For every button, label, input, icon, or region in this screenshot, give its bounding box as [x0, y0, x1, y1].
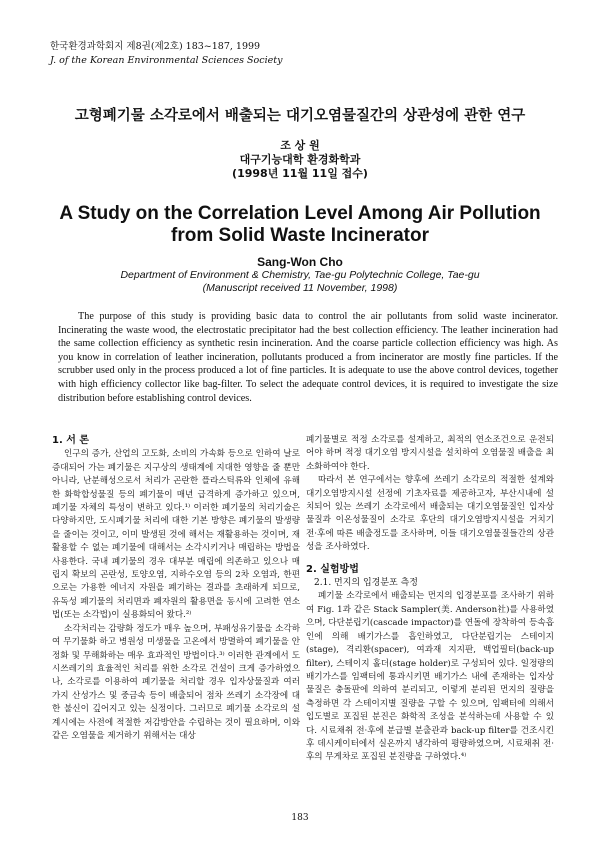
journal-citation-kr: 한국환경과학회지 제8권(제2호) 183~187, 1999 — [50, 41, 261, 52]
page-number: 183 — [291, 813, 309, 823]
journal-name-en: J. of the Korean Environmental Sciences Society — [50, 55, 283, 66]
body-paragraph: 폐기물 소각로에서 배출되는 먼지의 입경분포를 조사하기 위하여 Fig. 1과 같은 Stack Sampler(美. Anderson社)를 사용하였으며, 다단분립기(cascade impactor)를 연돌에 장착하여 등속흡인에 의해 배기가스를 흡인하였고, 다단분립기는 스테이지(stage), 격리환(spacer), 여과재 지지판, 백업필터(back-up filter), 스테이지 홀더(stage holder)로 구성되어 있다. 일정량의 배기가스를 임팩터에 통과시키면 배기가스 내에 존재하는 입자상물질은 충돌판에 의하여 분리되고, 이렇게 분리된 먼지의 질량을 측정하면 각 스테이지별 질량을 구할 수 있으며, 임팩터에 의해서 입도별로 포집된 분진은 화학적 조성을 분석하는데 사용할 수 있다. 시료채취 전·후에 분급별 분출관과 back-up filter를 건조시킨 후 데시케이터에서 실온까지 냉각하여 평량하였으며, 시료채취 전·후의 무게차로 포집된 분진량을 구하였다.⁴⁾ — [306, 591, 554, 763]
author-name-en: Sang-Won Cho — [257, 255, 343, 269]
body-paragraph: 소각처리는 감량화 정도가 매우 높으며, 부패성유기물을 소각하여 무기물화 하고 병원성 미생물을 고온에서 방멸하여 폐기물을 안정화 및 무해화하는 매우 효과적인 방법이다.³⁾ 이러한 관계에서 도시쓰레기의 효율적인 처리를 위한 소각로 건설이 크게 증가하였으나, 소각로를 이용하여 폐기물을 처리할 경우 입자상물질과 여러 가지 산성가스 및 중금속 등이 배출되어 점차 쓰레기 소각장에 대한 불신이 깊어지고 있는 실정이다. 그러므로 폐기물 소각로의 설계시에는 사전에 적절한 저감방안을 수립하는 것이 필요하며, 이와 같은 오염물을 제거하기 위해서는 대상 — [52, 623, 300, 741]
received-date-en: (Manuscript received 11 November, 1998) — [202, 282, 398, 294]
author-name-kr: 조 상 원 — [280, 139, 320, 152]
author-block-english — [0, 256, 600, 295]
title-en-line2: from Solid Waste Incinerator — [171, 225, 429, 246]
subsection-heading: 2.1. 먼지의 입경분포 측정 — [314, 578, 419, 589]
body-column-left — [52, 434, 300, 743]
title-english — [0, 203, 600, 247]
body-paragraph: 따라서 본 연구에서는 향후에 쓰레기 소각로의 적절한 설계와 대기오염방지시설 선정에 기초자료를 제공하고자, 부산시내에 설치되어 있는 쓰레기 소각로에서 배출되는 대기오염물질인 입자상물질과 이온성물질이 소각로 후단의 대기오염방지시설을 거치기 전·후에 따른 배출정도를 조사하며, 이들 대기오염물질들간의 상관성을 조사하였다. — [306, 475, 554, 553]
section-heading-introduction: 1. 서 론 — [52, 435, 90, 446]
section-heading-methods: 2. 실험방법 — [306, 563, 359, 575]
title-korean: 고형폐기물 소각로에서 배출되는 대기오염물질간의 상관성에 관한 연구 — [74, 108, 526, 124]
author-affiliation-en: Department of Environment & Chemistry, Tae-gu Polytechnic College, Tae-gu — [120, 269, 480, 281]
author-affiliation-kr: 대구기능대학 환경화학과 — [239, 153, 361, 166]
author-block-korean — [0, 139, 600, 181]
body-paragraph: 폐기물별로 적정 소각로를 설계하고, 최적의 연소조건으로 운전되어야 하며 적정 대기오염 방지시설을 설치하여 오염물질 배출을 최소화하여야 한다. — [306, 435, 554, 472]
title-en-line1: A Study on the Correlation Level Among Air Pollution — [59, 203, 541, 224]
body-paragraph: 인구의 증가, 산업의 고도화, 소비의 가속화 등으로 인하여 날로 증대되어 가는 폐기물은 지구상의 생태계에 지대한 영향을 줄 뿐만 아니라, 난분해성으로서 처리가 곤란한 플라스틱류와 인체에 유해한 화학합성물질 등의 폐기물이 매년 급격하게 증가하고 있으며, 폐기물 자체의 특성이 변하고 있다.¹⁾ 이러한 폐기물의 처리기술은 다양하지만, 도시폐기물 처리에 대한 기본 방향은 폐기물의 발생량을 줄이는 것이고, 이미 발생된 것에 해서는 재활용하는 것이며, 재활용할 수 없는 폐기물에 대해서는 소각시키거나 매립하는 방법을 사용한다. 국내 폐기물의 경우 대부분 매립에 의존하고 있으나 매립지 확보의 곤란성, 토양오염, 지하수오염 등의 2차 오염과, 한편으로는 가용한 에너지 자원을 폐기하는 결과를 초래하게 되므로, 유독성 폐기물의 처리면과 폐자원의 활용면을 동시에 고려한 연소법(또는 소각법)이 실용화되어 왔다.²⁾ — [52, 449, 300, 621]
abstract: The purpose of this study is providing basic data to control the air pollutants from solid waste incinerator. Incinerating the waste wood, the electrostatic precipitator had the best collection efficiency. The leather incineration had the same collection efficiency as synthetic resin incineration. And the coarse particle collection efficiency was high. As you know in correlation of leather incineration, pollutants produced a from incinerator are mostly fine particles. If the scrubber used only in the process produced a lot of fine particles. It is adequate to use the above control devices, together with high efficiency collector like bag-filter. To select the adequate control devices, it is required to investigate the size distribution before establishing control devices. — [58, 311, 558, 404]
body-column-right — [306, 434, 554, 765]
received-date-kr: (1998년 11월 11일 접수) — [232, 167, 368, 180]
journal-header — [50, 40, 282, 68]
